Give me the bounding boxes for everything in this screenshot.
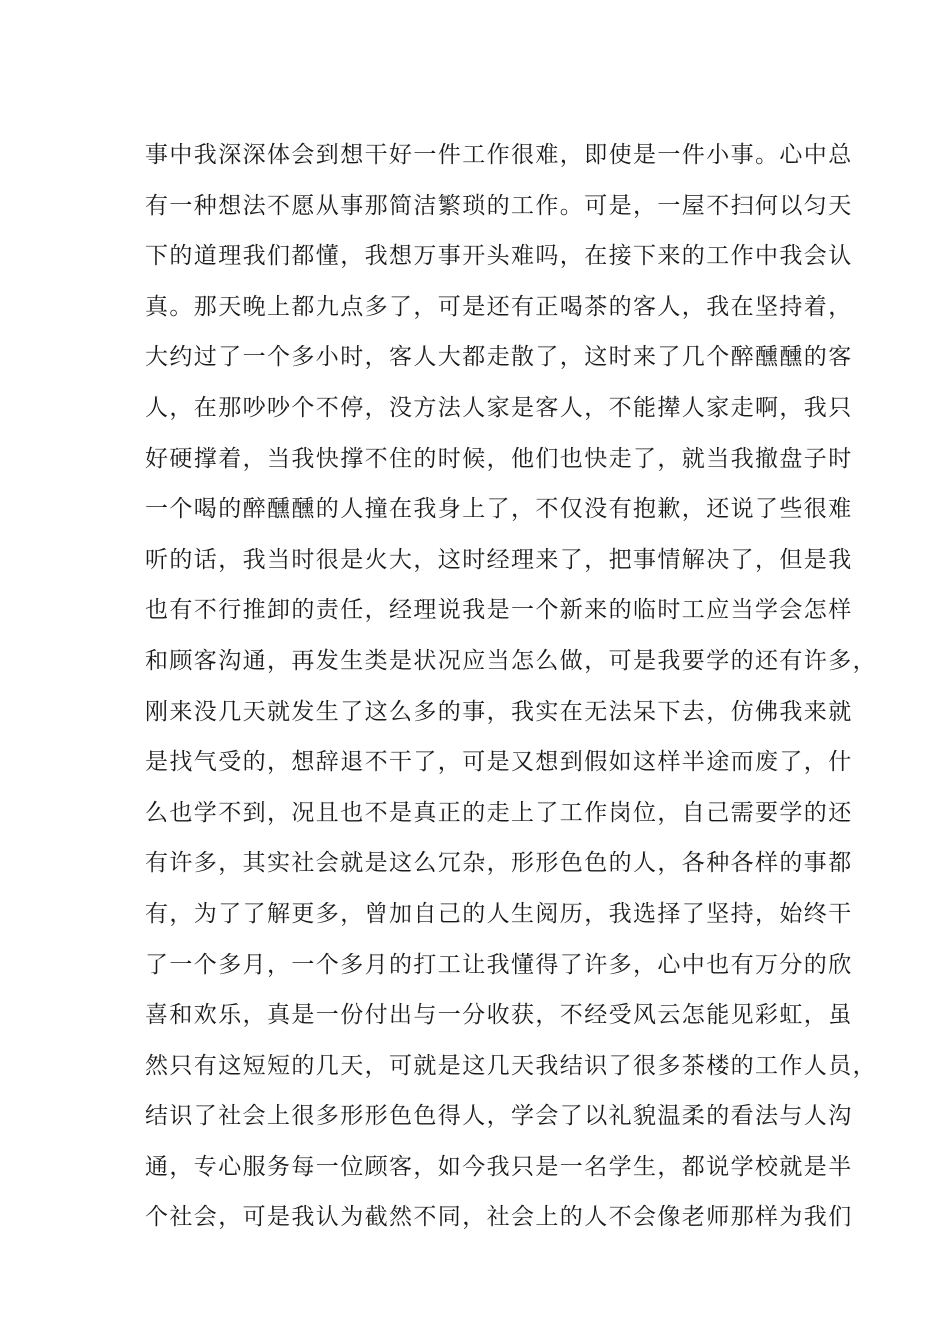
text-line: 然只有这短短的几天，可就是这几天我结识了很多茶楼的工作人员， — [145, 1052, 877, 1079]
text-line: 和顾客沟通，再发生类是状况应当怎么做，可是我要学的还有许多， — [145, 647, 877, 674]
text-line: 大约过了一个多小时，客人大都走散了，这时来了几个醉醺醺的客 — [145, 344, 853, 371]
text-line: 事中我深深体会到想干好一件工作很难，即使是一件小事。心中总 — [145, 142, 853, 168]
text-line: 听的话，我当时很是火大，这时经理来了，把事情解决了，但是我 — [145, 546, 853, 573]
text-line: 结识了社会上很多形形色色得人，学会了以礼貌温柔的看法与人沟 — [145, 1103, 853, 1130]
text-line: 喜和欢乐，真是一份付出与一分收获，不经受风云怎能见彩虹，虽 — [145, 1002, 853, 1029]
text-line: 刚来没几天就发生了这么多的事，我实在无法呆下去，仿佛我来就 — [145, 698, 853, 725]
text-line: 人，在那吵吵个不停，没方法人家是客人，不能撵人家走啊，我只 — [145, 394, 853, 421]
text-line: 通，专心服务每一位顾客，如今我只是一名学生，都说学校就是半 — [145, 1153, 853, 1180]
text-line: 真。那天晚上都九点多了，可是还有正喝茶的客人，我在坚持着， — [145, 293, 853, 320]
body-paragraph — [145, 130, 877, 1243]
text-line: 有，为了了解更多，曾加自己的人生阅历，我选择了坚持，始终干 — [145, 900, 853, 927]
text-line: 么也学不到，况且也不是真正的走上了工作岗位，自己需要学的还 — [145, 799, 853, 826]
text-line: 个社会，可是我认为截然不同，社会上的人不会像老师那样为我们 — [145, 1204, 853, 1231]
text-line: 下的道理我们都懂，我想万事开头难吗，在接下来的工作中我会认 — [145, 243, 853, 270]
text-line: 一个喝的醉醺醺的人撞在我身上了，不仅没有抱歉，还说了些很难 — [145, 496, 853, 523]
text-line: 也有不行推卸的责任，经理说我是一个新来的临时工应当学会怎样 — [145, 597, 853, 624]
text-line: 好硬撑着，当我快撑不住的时候，他们也快走了，就当我撤盘子时 — [145, 445, 853, 472]
text-line: 了一个多月，一个多月的打工让我懂得了许多，心中也有万分的欣 — [145, 951, 853, 978]
text-line: 有一种想法不愿从事那简洁繁琐的工作。可是，一屋不扫何以匀天 — [145, 192, 853, 219]
text-line: 是找气受的，想辞退不干了，可是又想到假如这样半途而废了，什 — [145, 749, 853, 776]
text-line: 有许多，其实社会就是这么冗杂，形形色色的人，各种各样的事都 — [145, 850, 853, 877]
